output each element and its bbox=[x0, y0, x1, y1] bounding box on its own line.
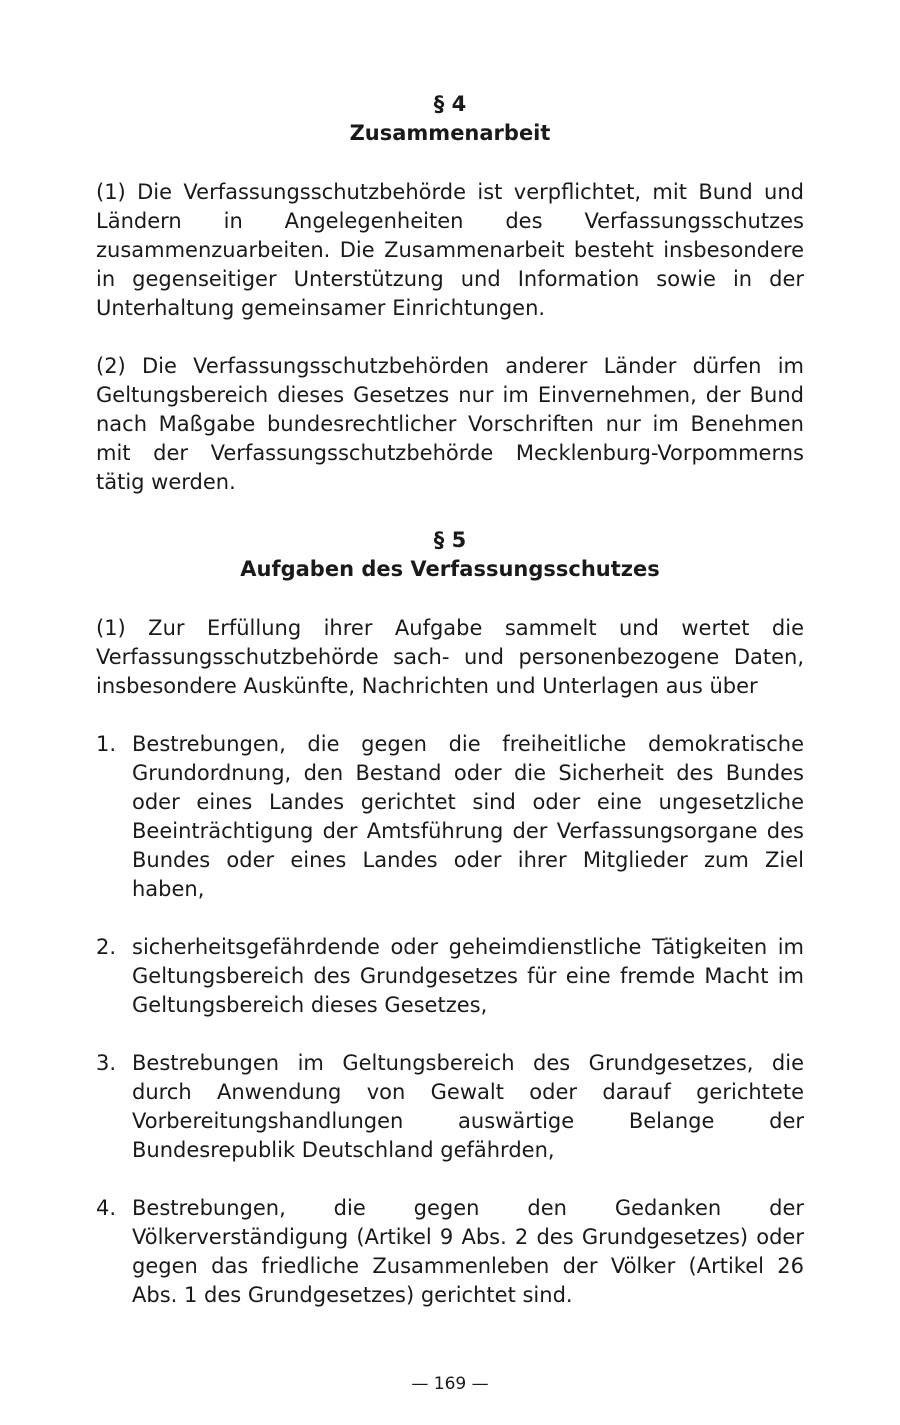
list-item-4-number: 4. bbox=[96, 1196, 117, 1220]
document-page bbox=[96, 90, 804, 1310]
section-5-number: § 5 bbox=[433, 528, 467, 552]
list-item-1-number: 1. bbox=[96, 732, 117, 756]
list-item-1-text: Bestrebungen, die gegen die freiheitliche demokratische Grundordnung, den Bestand oder die Sicherheit des Bundes oder eines Landes gerichtet sind oder eine ungesetzliche Beeinträchtigung der Amtsführung der Verfassungsorgane des Bundes oder eines Landes oder ihrer Mitglieder zum Ziel haben, bbox=[132, 732, 804, 901]
list-item-3 bbox=[96, 1049, 804, 1165]
section-5-intro: (1) Zur Erfüllung ihrer Aufgabe sammelt und wertet die Verfassungsschutzbehörde sach- und personenbezogene Daten, insbesondere Auskünfte, Nachrichten und Unterlagen aus über bbox=[96, 616, 804, 698]
list-item-1 bbox=[96, 730, 804, 904]
list-item-2-text: sicherheitsgefährdende oder geheimdienstliche Tätigkeiten im Geltungsbereich des Grundgesetzes für eine fremde Macht im Geltungsbereich dieses Gesetzes, bbox=[132, 935, 804, 1017]
list-item-4 bbox=[96, 1194, 804, 1310]
page-number: — 169 — bbox=[411, 1374, 489, 1394]
section-4-paragraph-1: (1) Die Verfassungsschutzbehörde ist verpflichtet, mit Bund und Ländern in Angelegenheiten des Verfassungsschutzes zusammenzuarbeiten. Die Zusammenarbeit besteht insbesondere in gegenseitiger Unterstützung und Information sowie in der Unterhaltung gemeinsamer Einrichtungen. bbox=[96, 180, 804, 320]
section-5-list bbox=[96, 730, 804, 1310]
list-item-2-number: 2. bbox=[96, 935, 117, 959]
list-item-4-text: Bestrebungen, die gegen den Gedanken der Völkerverständigung (Artikel 9 Abs. 2 des Grundgesetzes) oder gegen das friedliche Zusammenleben der Völker (Artikel 26 Abs. 1 des Grundgesetzes) gerichtet sind. bbox=[132, 1196, 804, 1307]
section-4-number: § 4 bbox=[433, 92, 467, 116]
section-5-title: Aufgaben des Verfassungsschutzes bbox=[240, 557, 660, 581]
section-4-paragraph-2: (2) Die Verfassungsschutzbehörden anderer Länder dürfen im Geltungsbereich dieses Gesetzes nur im Einvernehmen, der Bund nach Maßgabe bundesrechtlicher Vorschriften nur im Benehmen mit der Verfassungsschutzbehörde Mecklenburg-Vorpommerns tätig werden. bbox=[96, 354, 804, 494]
list-item-3-text: Bestrebungen im Geltungsbereich des Grundgesetzes, die durch Anwendung von Gewalt oder darauf gerichtete Vorbereitungshandlungen auswärtige Belange der Bundesrepublik Deutschland gefährden, bbox=[132, 1051, 804, 1162]
list-item-3-number: 3. bbox=[96, 1051, 117, 1075]
section-4-title: Zusammenarbeit bbox=[349, 121, 551, 145]
list-item-2 bbox=[96, 933, 804, 1020]
